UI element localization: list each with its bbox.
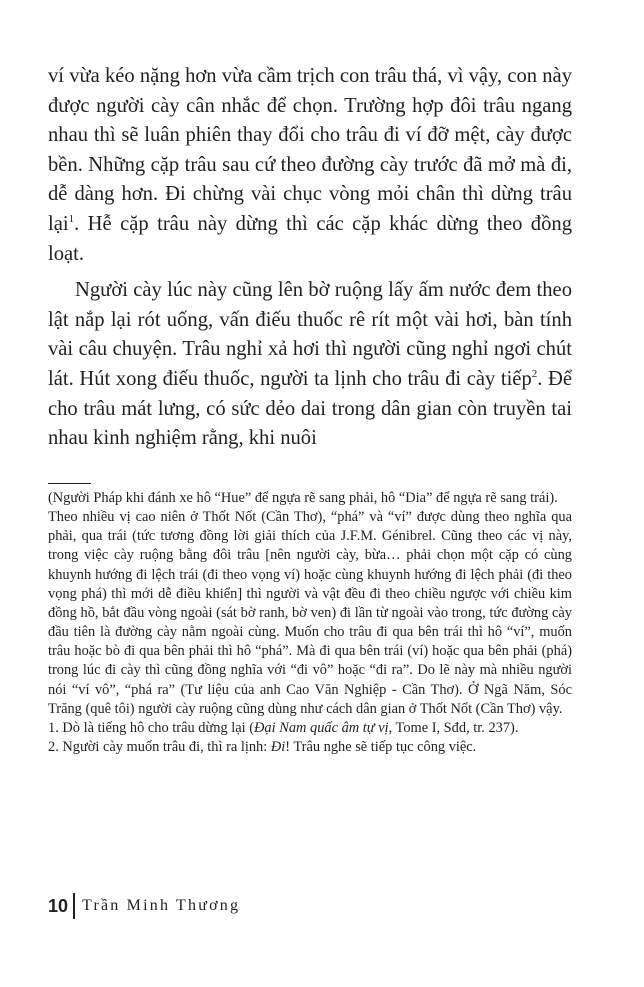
footnote-1 — [48, 719, 572, 738]
footnote-ref-2: 2 — [531, 368, 538, 381]
main-text — [48, 62, 572, 454]
footnote-2 — [48, 738, 572, 757]
footnote-1-prefix: 1. Dò là tiếng hô cho trâu dừng lại ( — [48, 719, 255, 736]
page-number: 10 — [48, 896, 69, 916]
footnote-continuation: (Người Pháp khi đánh xe hô “Hue” để ngựa rẽ sang phải, hô “Dia” để ngựa rẽ sang trái). — [48, 490, 558, 506]
page-footer — [48, 893, 240, 919]
paragraph-1 — [48, 62, 572, 269]
footnote-2-command: Đi — [270, 739, 286, 756]
footnote-ref-1: 1 — [68, 213, 75, 226]
footnote-2-suffix: ! Trâu nghe sẽ tiếp tục công việc. — [285, 739, 477, 756]
footnote-explanation: Theo nhiều vị cao niên ở Thốt Nốt (Cần Thơ), “phá” và “ví” được dùng theo nghĩa qua phải, qua trái (tức tương đồng lời giải thích của J.F.M. Génibrel. Cũng theo các vị này, trong việc cày ruộng bằng đôi trâu [nên người cày, bừa… phải chọn một cặp có cùng khuynh hướng đi lệch trái (đi theo vọng ví) hoặc cùng khuynh hướng đi lệch phải (đi theo vọng phá) thì mới dễ điều khiển] thì người và vật đều đi theo chiều ngược với chiều kim đồng hồ, bắt đầu vòng ngoài (sát bờ ranh, bờ ven) đi lần từ ngoài vào trong, tức đường cày đầu tiên là đường cày nằm ngoài cùng. Muốn cho trâu đi qua bên trái thì hô “ví”, muốn trâu hoặc bò đi qua bên phải thì hô “phá”. Mà đi qua bên trái (ví) hoặc qua bên phải (phá) trong lúc đi cày thì cũng đồng nghĩa với “đi vô” hoặc “đi ra”. Do lẽ này mà nhiều người nói “ví vô”, “phá ra” (Tư liệu của anh Cao Văn Nghiệp - Cần Thơ). Ở Ngã Năm, Sóc Trăng (quê tôi) người cày ruộng cũng dùng như cách dân gian ở Thốt Nốt (Cần Thơ) vậy. — [48, 509, 572, 717]
paragraph-2 — [48, 276, 572, 454]
footnote-1-suffix: , Tome I, Sđd, tr. 237). — [388, 719, 519, 736]
paragraph-1-text-a: ví vừa kéo nặng hơn vừa cầm trịch con trâu thá, vì vậy, con này được người cày cân nhắc để chọn. Trường hợp đôi trâu ngang nhau thì sẽ luân phiên thay đổi cho trâu đi ví đỡ mệt, cày được bền. Những cặp trâu sau cứ theo đường cày trước đã mở mà đi, dễ dàng hơn. Đi chừng vài chục vòng mỏi chân thì dừng trâu lại — [48, 65, 572, 235]
footnote-1-source: Đại Nam quấc âm tự vị — [254, 719, 389, 736]
footnotes — [48, 489, 572, 757]
author-name: Trần Minh Thương — [82, 897, 241, 914]
paragraph-1-text-b: . Hễ cặp trâu này dừng thì các cặp khác dừng theo đồng loạt. — [48, 212, 572, 265]
paragraph-2-text-a: Người cày lúc này cũng lên bờ ruộng lấy ấm nước đem theo lật nắp lại rót uống, vấn điếu thuốc rê rít một vài hơi, bàn tính vài câu chuyện. Trâu nghỉ xả hơi thì người cũng nghỉ ngơi chút lát. Hút xong điếu thuốc, người ta lịnh cho trâu đi cày tiếp — [48, 279, 572, 390]
footnote-2-prefix: 2. Người cày muốn trâu đi, thì ra lịnh: — [48, 739, 271, 756]
footer-divider — [73, 893, 75, 919]
paragraph-2-text-b: . Để cho trâu mát lưng, có sức dẻo dai trong dân gian còn truyền tai nhau kinh nghiệm rằng, khi nuôi — [48, 367, 573, 450]
footnote-separator — [48, 483, 91, 484]
